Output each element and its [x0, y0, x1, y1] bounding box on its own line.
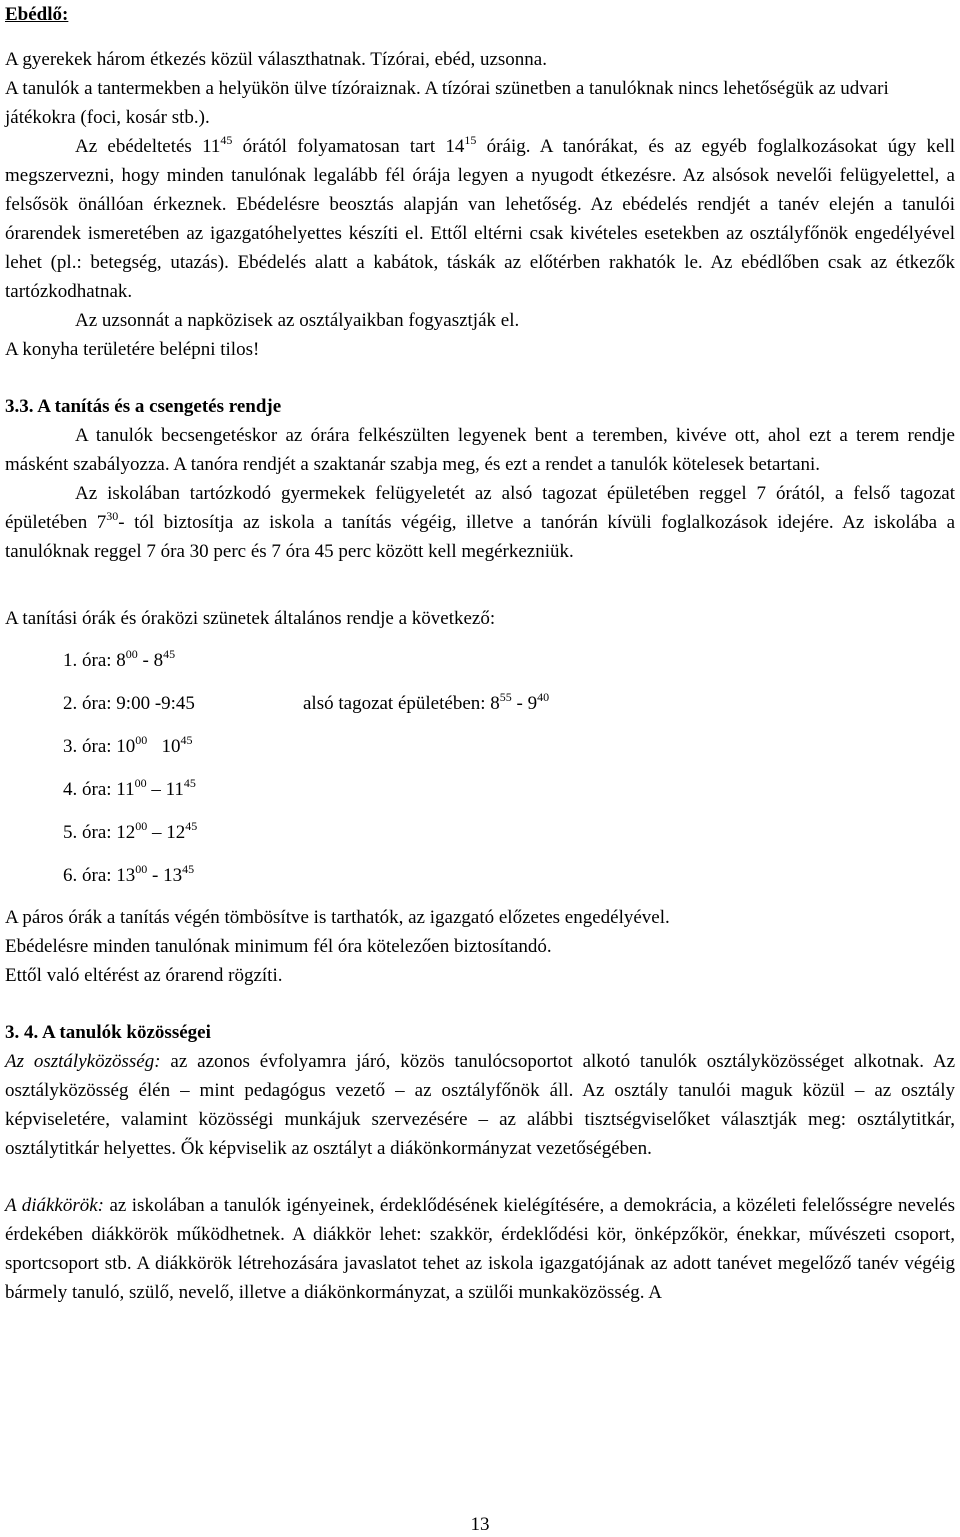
schedule-note-1: A páros órák a tanítás végén tömbösítve is tarthatók, az igazgató előzetes engedélyével.: [5, 907, 670, 928]
term-class-community: Az osztályközösség:: [5, 1051, 161, 1072]
student-clubs-text: az iskolában a tanulók igényeinek, érdeklődésének kielégítésére, a demokrácia, a közéleti felelősségre nevelés érdekében diákkörök működhetnek. A diákkör lehet: szakkör, érdeklődési kör, önképzőkör, énekkar, művészeti csoport, sportcsoport stb. A diákkörök létrehozására javaslatot tehet az iskola igazgatójának az adott tanévet megelőző tanév végéig bármely tanuló, szülő, nevelő, illetve a diákönkormányzat, a szülői munkaközösség. A: [5, 1195, 955, 1303]
section33-paragraph-2: [5, 479, 955, 566]
class-community-text: az azonos évfolyamra járó, közös tanulócsoportot alkotó tanulók osztályközösséget alkotnak. Az osztályközösség élén – mint pedagógus vezető – az osztályfőnök áll. Az osztály tanulói maguk közül – az osztály képviseletére, valamint közösségi munkájuk szervezésére – az alábbi tisztségviselőket választják meg: osztálytitkár, osztálytitkár helyettes. Ők képviselik az osztályt a diákönkormányzat vezetőségében.: [5, 1051, 956, 1159]
ebedlo-text-2: A tanulók a tantermekben a helyükön ülve tízóraiznak. A tízórai szünetben a tanulóknak nincs lehetőségük az udvari játékokra (foci, kosár stb.).: [5, 78, 889, 128]
schedule-note-3: Ettől való eltérést az órarend rögzíti.: [5, 965, 283, 986]
section-title-ebedlo: Ebédlő:: [5, 4, 69, 25]
schedule-list: [63, 639, 955, 897]
lunch-text-a: Az ebédeltetés 11: [75, 136, 221, 157]
supervision-text-a: Az iskolában tartózkodó gyermekek felügyeletét az alsó tagozat épületében reggel 7 órától, a felső tagozat épületében 7: [5, 483, 955, 533]
page-number: 13: [470, 1514, 490, 1535]
lunch-sup-b: 15: [464, 132, 477, 147]
ebedlo-text-kitchen: A konyha területére belépni tilos!: [5, 339, 260, 360]
section-heading-3-4: 3. 4. A tanulók közösségei: [5, 1022, 211, 1043]
supervision-text-b: - tól biztosítja az iskola a tanítás végéig, illetve a tanórán kívüli foglalkozások idejére. Az iskolába a tanulóknak reggel 7 óra 30 perc és 7 óra 45 perc között kell megérkezniük.: [5, 512, 956, 562]
section33-paragraph-1: A tanulók becsengetéskor az órára felkészülten legyenek bent a teremben, kivéve ott, ahol ezt a terem rendje másként szabályozza. A tanóra rendjét a szaktanár szabja meg, és ezt a rendet a tanulók kötelesek betartani.: [5, 425, 955, 475]
ebedlo-text-snack: Az uzsonnát a napközisek az osztályaikban fogyasztják el.: [75, 310, 520, 331]
section34-paragraph-clubs: [5, 1191, 955, 1307]
ebedlo-text-1: A gyerekek három étkezés közül választhatnak. Tízórai, ebéd, uzsonna.: [5, 49, 547, 70]
section34-paragraph-class: [5, 1047, 955, 1163]
schedule-note-2: Ebédelésre minden tanulónak minimum fél óra kötelezően biztosítandó.: [5, 936, 552, 957]
schedule-row-6: 6. óra: $13^{00} - 13^{45}$: [63, 861, 195, 886]
lunch-text-c: óráig. A tanórákat, és az egyéb foglalkozásokat úgy kell megszervezni, hogy minden tanulónak legalább fél órája legyen a nyugodt étkezésre. Az alsósok nevelői felügyelettel, a felsősök önállóan érkeznek. Ebédelésre beosztás alapján van lehetőség. Az ebédelés rendjét a tanév elején a tanulói órarendek ismeretében az igazgatóhelyettes készíti el. Ettől eltérni csak kivételes esetekben az osztályfőnök engedélyével lehet (pl.: betegség, utazás). Ebédelés alatt a kabátok, táskák az előtérben rakhatók le. Az ebédlőben csak az étkezők tartózkodhatnak.: [5, 136, 955, 302]
schedule-row-1: 1. óra: $8^{00} - 8^{45}$: [63, 646, 176, 671]
schedule-row-3: 3. óra: $10^{00}$ $10^{45}$: [63, 732, 193, 757]
lunch-sup-a: 45: [220, 132, 233, 147]
ebedlo-paragraph-lunch: [5, 132, 955, 306]
lunch-text-b: órától folyamatosan tart 14: [232, 136, 465, 157]
section-heading-3-3: 3.3. A tanítás és a csengetés rendje: [5, 396, 282, 417]
term-student-clubs: A diákkörök:: [5, 1195, 105, 1216]
schedule-row-4: 4. óra: $11^{00} - 11^{45}$: [63, 775, 196, 800]
schedule-row-2: 2. óra: 9:00 -9:45 alsó tagozat épületében: $8^{55} - 9^{40}$: [63, 682, 955, 725]
schedule-row-5: 5. óra: $12^{00} - 12^{45}$: [63, 818, 198, 843]
supervision-sup: 30: [106, 508, 119, 523]
schedule-intro: A tanítási órák és óraközi szünetek általános rendje a következő:: [5, 608, 496, 629]
document-page: [5, 0, 955, 1307]
schedule-row-2-note: alsó tagozat épületében: $8^{55} - 9^{40}$: [303, 689, 550, 714]
